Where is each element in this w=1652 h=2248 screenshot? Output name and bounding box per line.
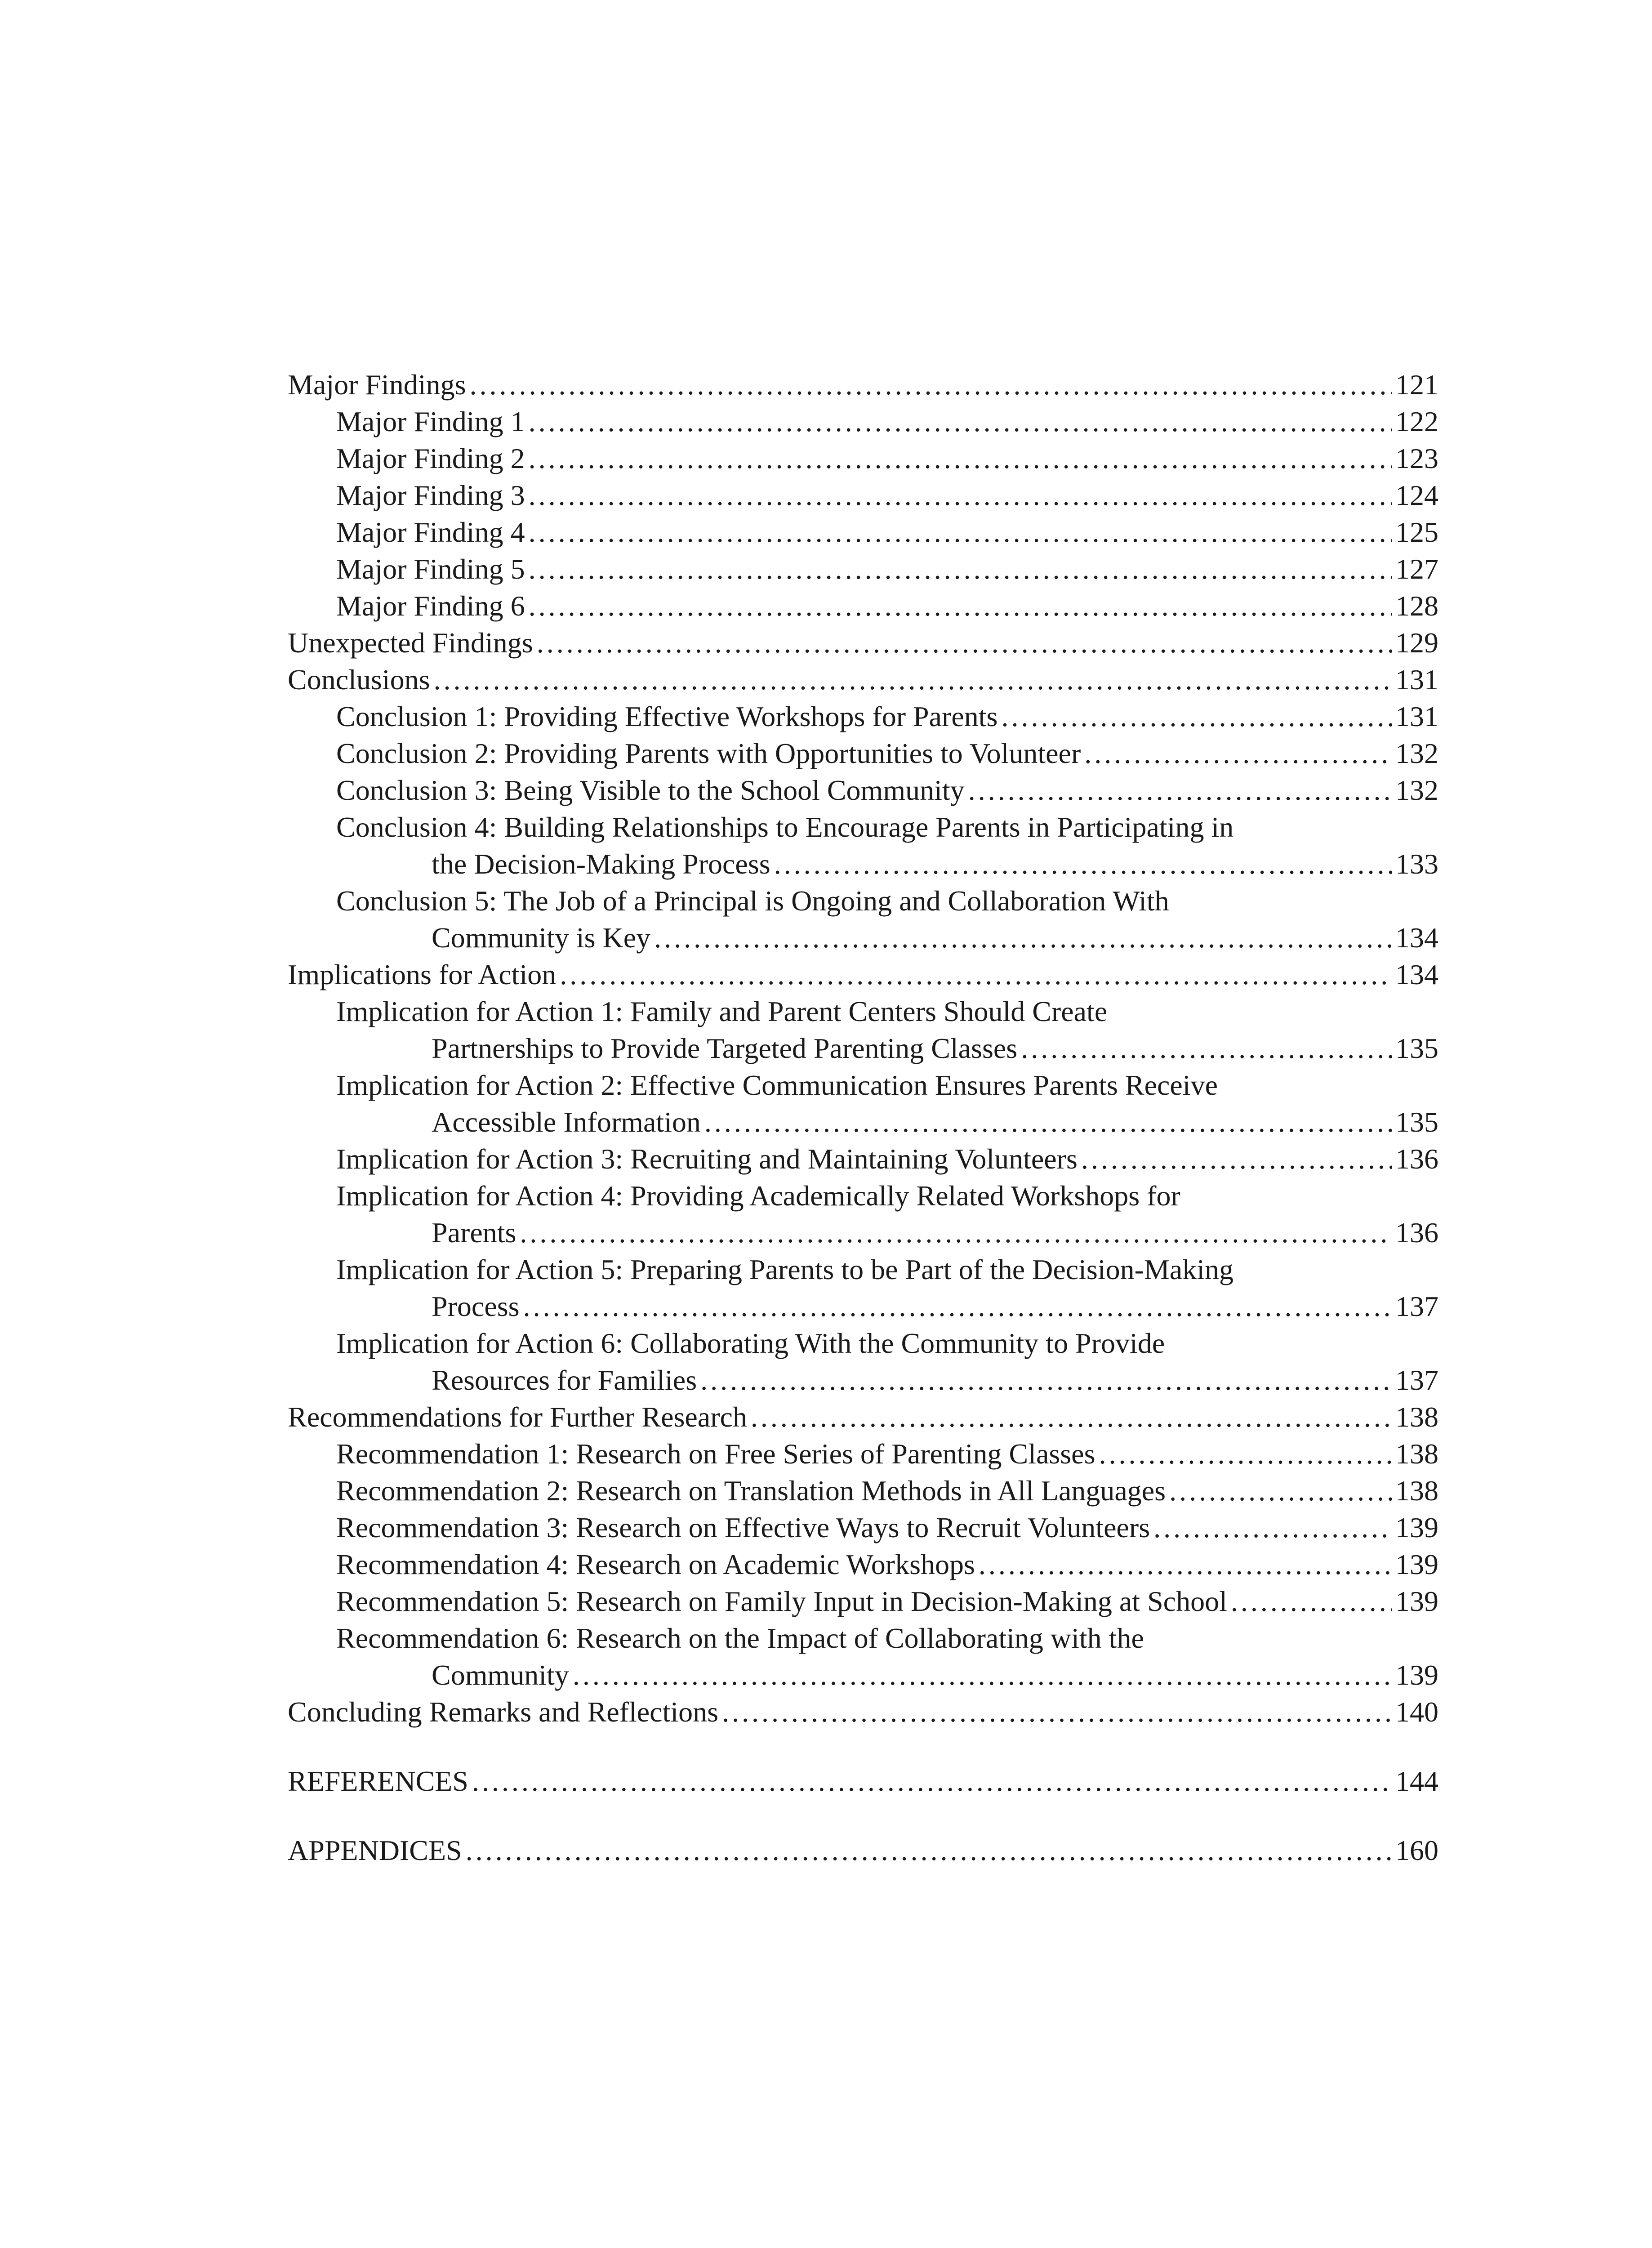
toc-entry-major-finding-2[interactable] <box>288 440 1438 477</box>
toc-entry-title: Resources for Families <box>432 1364 697 1396</box>
toc-entry-title: Implication for Action 3: Recruiting and Maintaining Volunteers <box>336 1143 1078 1175</box>
dot-leader <box>774 846 1392 883</box>
toc-entry-title: Conclusion 2: Providing Parents with Opportunities to Volunteer <box>336 737 1081 769</box>
toc-page-number: 121 <box>1395 369 1438 401</box>
toc-page-number: 136 <box>1395 1143 1438 1175</box>
toc-entry-conclusions[interactable] <box>288 661 1438 698</box>
toc-entry-title: Community <box>432 1659 569 1691</box>
toc-entry-major-finding-6[interactable] <box>288 588 1438 624</box>
toc-entry-implication-1[interactable] <box>288 1030 1438 1067</box>
toc-page-number: 127 <box>1395 553 1438 585</box>
toc-page-number: 139 <box>1395 1548 1438 1580</box>
toc-page-number: 134 <box>1395 959 1438 990</box>
toc-page-number: 134 <box>1395 922 1438 954</box>
toc-entry-concluding-remarks[interactable] <box>288 1694 1438 1731</box>
toc-entry-implications-for-action[interactable] <box>288 956 1438 993</box>
toc-entry-recommendation-6-line-1[interactable]: Recommendation 6: Research on the Impact of Collaborating with the <box>336 1622 1144 1654</box>
toc-entry-title: Recommendation 1: Research on Free Series of Parenting Classes <box>336 1438 1095 1470</box>
toc-page-number: 129 <box>1395 627 1438 659</box>
toc-entry-implication-2[interactable] <box>288 1104 1438 1141</box>
toc-entry-title: Conclusion 3: Being Visible to the School Community <box>336 774 965 806</box>
dot-leader <box>529 477 1392 514</box>
dot-leader <box>529 588 1392 624</box>
dot-leader <box>560 956 1392 993</box>
toc-entry-implication-6[interactable] <box>288 1362 1438 1399</box>
toc-entry-references[interactable] <box>288 1763 1438 1800</box>
toc-page-number: 139 <box>1395 1512 1438 1543</box>
toc-entry-title: Recommendation 3: Research on Effective Ways to Recruit Volunteers <box>336 1512 1150 1543</box>
dot-leader <box>979 1546 1392 1583</box>
dot-leader <box>1153 1509 1392 1546</box>
dot-leader <box>520 1214 1392 1251</box>
dot-leader <box>1081 1141 1392 1178</box>
toc-entry-recommendation-4[interactable] <box>288 1546 1438 1583</box>
toc-page-number: 131 <box>1395 700 1438 732</box>
toc-page-number: 144 <box>1395 1765 1438 1797</box>
toc-page-number: 160 <box>1395 1834 1438 1866</box>
toc-page-number: 128 <box>1395 590 1438 622</box>
toc-entry-recommendation-3[interactable] <box>288 1509 1438 1546</box>
toc-entry-title: Major Finding 2 <box>336 442 525 474</box>
toc-entry-recommendation-6[interactable] <box>288 1657 1438 1694</box>
toc-page-number: 133 <box>1395 848 1438 880</box>
toc-entry-implication-6-line-1[interactable]: Implication for Action 6: Collaborating With the Community to Provide <box>336 1327 1165 1359</box>
toc-entry-title: Parents <box>432 1217 517 1249</box>
dot-leader <box>529 403 1392 440</box>
toc-entry-conclusion-5[interactable] <box>288 919 1438 956</box>
toc-page-number: 132 <box>1395 774 1438 806</box>
toc-page-number: 123 <box>1395 442 1438 474</box>
toc-page-number: 136 <box>1395 1217 1438 1249</box>
dot-leader <box>573 1657 1392 1694</box>
toc-entry-recommendations[interactable] <box>288 1399 1438 1436</box>
toc-entry-title: Major Finding 5 <box>336 553 525 585</box>
toc-entry-title: Major Findings <box>288 369 466 401</box>
toc-page-number: 137 <box>1395 1290 1438 1322</box>
toc-page-number: 125 <box>1395 516 1438 548</box>
dot-leader <box>529 440 1392 477</box>
toc-entry-conclusion-4[interactable] <box>288 846 1438 883</box>
dot-leader <box>469 366 1392 403</box>
dot-leader <box>1084 735 1392 772</box>
toc-entry-title: Community is Key <box>432 922 651 954</box>
toc-entry-title: Implications for Action <box>288 959 557 990</box>
dot-leader <box>704 1104 1392 1141</box>
toc-page-number: 124 <box>1395 479 1438 511</box>
toc-entry-title: Process <box>432 1290 520 1322</box>
toc-page-number: 140 <box>1395 1696 1438 1728</box>
dot-leader <box>654 919 1392 956</box>
toc-entry-implication-4[interactable] <box>288 1214 1438 1251</box>
dot-leader <box>466 1832 1392 1869</box>
toc-entry-title: REFERENCES <box>288 1765 468 1797</box>
toc-entry-title: APPENDICES <box>288 1834 462 1866</box>
dot-leader <box>523 1288 1392 1325</box>
toc-entry-recommendation-1[interactable] <box>288 1436 1438 1472</box>
toc-entry-implication-2-line-1[interactable]: Implication for Action 2: Effective Communication Ensures Parents Receive <box>336 1069 1218 1101</box>
toc-entry-title: Recommendation 5: Research on Family Input in Decision-Making at School <box>336 1585 1227 1617</box>
dot-leader <box>529 514 1392 551</box>
toc-entry-conclusion-5-line-1[interactable]: Conclusion 5: The Job of a Principal is Ongoing and Collaboration With <box>336 885 1169 917</box>
dot-leader <box>529 551 1392 588</box>
dot-leader <box>433 661 1392 698</box>
toc-entry-unexpected-findings[interactable] <box>288 624 1438 661</box>
toc-entry-title: Major Finding 4 <box>336 516 525 548</box>
toc-page-number: 138 <box>1395 1438 1438 1470</box>
toc-entry-title: Conclusions <box>288 664 430 696</box>
toc-entry-title: Concluding Remarks and Reflections <box>288 1696 719 1728</box>
toc-entry-major-finding-5[interactable] <box>288 551 1438 588</box>
dot-leader <box>472 1763 1392 1800</box>
dot-leader <box>1021 1030 1392 1067</box>
dot-leader <box>1231 1583 1392 1620</box>
toc-entry-conclusion-3[interactable] <box>288 772 1438 809</box>
toc-page-number: 137 <box>1395 1364 1438 1396</box>
toc-entry-title: Partnerships to Provide Targeted Parenting Classes <box>432 1032 1018 1064</box>
toc-entry-conclusion-1[interactable] <box>288 698 1438 735</box>
dot-leader <box>722 1694 1392 1731</box>
toc-entry-recommendation-5[interactable] <box>288 1583 1438 1620</box>
toc-entry-major-finding-1[interactable] <box>288 403 1438 440</box>
dot-leader <box>700 1362 1392 1399</box>
toc-entry-major-finding-3[interactable] <box>288 477 1438 514</box>
toc-entry-conclusion-2[interactable] <box>288 735 1438 772</box>
dot-leader <box>1099 1436 1392 1472</box>
toc-entry-title: Major Finding 3 <box>336 479 525 511</box>
toc-page-number: 138 <box>1395 1475 1438 1507</box>
toc-page-number: 131 <box>1395 664 1438 696</box>
toc-entry-title: Recommendation 2: Research on Translation Methods in All Languages <box>336 1475 1166 1507</box>
dot-leader <box>537 624 1392 661</box>
toc-page-number: 132 <box>1395 737 1438 769</box>
toc-page-number: 139 <box>1395 1585 1438 1617</box>
toc-entry-title: Unexpected Findings <box>288 627 533 659</box>
table-of-contents <box>288 366 1438 1869</box>
toc-entry-implication-5-line-1[interactable]: Implication for Action 5: Preparing Parents to be Part of the Decision-Making <box>336 1253 1233 1285</box>
toc-entry-title: Major Finding 1 <box>336 406 525 437</box>
dot-leader <box>1169 1472 1392 1509</box>
dot-leader <box>1001 698 1392 735</box>
toc-entry-title: Major Finding 6 <box>336 590 525 622</box>
toc-entry-major-finding-4[interactable] <box>288 514 1438 551</box>
toc-entry-major-findings[interactable] <box>288 366 1438 403</box>
toc-entry-implication-4-line-1[interactable]: Implication for Action 4: Providing Academically Related Workshops for <box>336 1180 1180 1212</box>
toc-entry-conclusion-4-line-1[interactable]: Conclusion 4: Building Relationships to Encourage Parents in Participating in <box>336 811 1234 843</box>
toc-entry-title: the Decision-Making Process <box>432 848 770 880</box>
toc-entry-implication-5[interactable] <box>288 1288 1438 1325</box>
toc-page-number: 122 <box>1395 406 1438 437</box>
dot-leader <box>751 1399 1392 1436</box>
toc-entry-appendices[interactable] <box>288 1832 1438 1869</box>
toc-page-number: 135 <box>1395 1106 1438 1138</box>
toc-entry-title: Recommendation 4: Research on Academic Workshops <box>336 1548 975 1580</box>
toc-entry-title: Recommendations for Further Research <box>288 1401 747 1433</box>
dot-leader <box>968 772 1392 809</box>
toc-page-number: 138 <box>1395 1401 1438 1433</box>
toc-page-number: 135 <box>1395 1032 1438 1064</box>
toc-entry-implication-1-line-1[interactable]: Implication for Action 1: Family and Parent Centers Should Create <box>336 995 1108 1027</box>
toc-page-number: 139 <box>1395 1659 1438 1691</box>
toc-entry-implication-3[interactable] <box>288 1141 1438 1178</box>
toc-entry-title: Conclusion 1: Providing Effective Workshops for Parents <box>336 700 998 732</box>
toc-entry-recommendation-2[interactable] <box>288 1472 1438 1509</box>
toc-entry-title: Accessible Information <box>432 1106 701 1138</box>
